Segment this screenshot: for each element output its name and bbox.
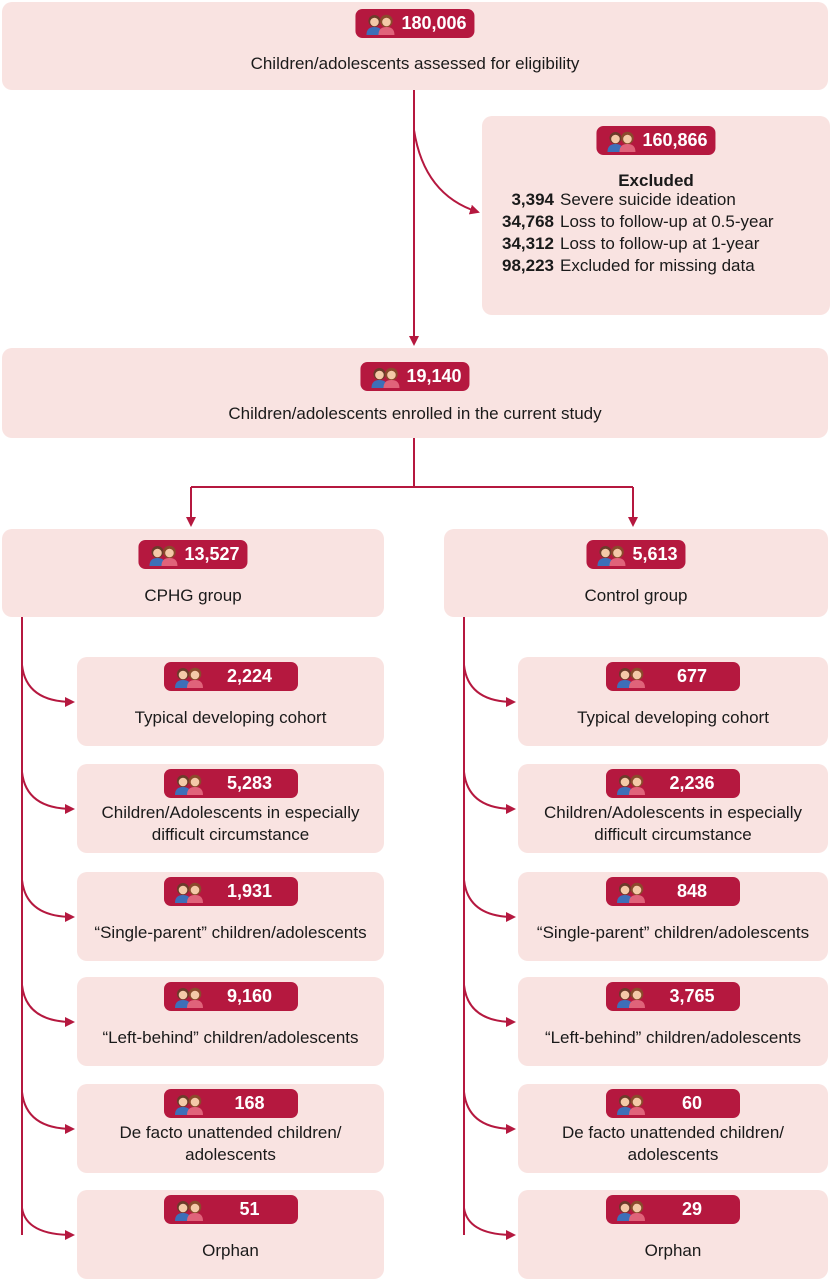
enrolled-count: 19,140 bbox=[406, 366, 462, 386]
subgroup-badge bbox=[606, 769, 740, 798]
cphg-branch-arrow bbox=[22, 772, 73, 809]
children-icon bbox=[172, 1093, 206, 1115]
control-branch-arrow bbox=[464, 772, 514, 809]
subgroup-label-line2: difficult circumstance bbox=[594, 825, 752, 844]
subgroup-badge bbox=[606, 1089, 740, 1118]
enrolled-label: Children/adolescents enrolled in the current study bbox=[228, 404, 602, 423]
children-icon bbox=[614, 773, 648, 795]
children-icon bbox=[363, 13, 397, 35]
control-badge bbox=[586, 540, 685, 569]
children-icon bbox=[172, 1199, 206, 1221]
split-line bbox=[191, 438, 633, 487]
children-icon bbox=[172, 773, 206, 795]
subgroup-badge bbox=[164, 877, 298, 906]
subgroup-label: Children/Adolescents in especially bbox=[101, 803, 360, 822]
subgroup-badge bbox=[606, 877, 740, 906]
cphg-subgroup-box bbox=[77, 1190, 384, 1279]
subgroup-label: Children/Adolescents in especially bbox=[544, 803, 802, 822]
children-icon bbox=[614, 1199, 648, 1221]
children-icon bbox=[614, 881, 648, 903]
control-branch-arrow bbox=[464, 880, 514, 917]
assessed-label: Children/adolescents assessed for eligibility bbox=[250, 54, 580, 73]
excluded-title: Excluded bbox=[618, 171, 694, 190]
children-icon bbox=[614, 986, 648, 1008]
cphg-branch-arrow bbox=[22, 880, 73, 917]
cphg-group-box bbox=[2, 529, 384, 617]
subgroup-count: 168 bbox=[234, 1093, 265, 1113]
excluded-badge bbox=[596, 126, 715, 155]
cphg-branch-arrow bbox=[22, 985, 73, 1022]
cphg-subgroup-box bbox=[77, 764, 384, 853]
assessed-badge bbox=[355, 9, 474, 38]
excluded-row: 34,312 Loss to follow-up at 1-year bbox=[502, 234, 760, 253]
children-icon bbox=[604, 130, 638, 152]
cphg-subgroup-box bbox=[77, 657, 384, 746]
cphg-label: CPHG group bbox=[144, 586, 242, 605]
subgroup-badge bbox=[606, 982, 740, 1011]
subgroup-label: “Left-behind” children/adolescents bbox=[544, 1028, 802, 1047]
subgroup-count: 1,931 bbox=[226, 881, 273, 901]
subgroup-badge bbox=[606, 1195, 740, 1224]
subgroup-badge bbox=[606, 662, 740, 691]
subgroup-label-line2: adolescents bbox=[185, 1145, 276, 1164]
cphg-count: 13,527 bbox=[184, 544, 240, 564]
subgroup-label: De facto unattended children/ bbox=[119, 1123, 342, 1142]
control-subgroup-box bbox=[518, 977, 828, 1066]
excluded-count: 160,866 bbox=[642, 130, 708, 150]
subgroup-count: 2,236 bbox=[669, 773, 715, 793]
subgroup-count: 5,283 bbox=[226, 773, 273, 793]
control-branch-arrow bbox=[464, 985, 514, 1022]
subgroup-count: 3,765 bbox=[669, 986, 715, 1006]
control-subgroup-box bbox=[518, 1084, 828, 1173]
excluded-box bbox=[482, 116, 830, 315]
cphg-badge bbox=[138, 540, 247, 569]
subgroup-badge bbox=[164, 982, 298, 1011]
subgroup-label: “Left-behind” children/adolescents bbox=[102, 1028, 359, 1047]
excluded-row: 34,768 Loss to follow-up at 0.5-year bbox=[502, 212, 774, 231]
control-branch-arrow bbox=[464, 665, 514, 702]
children-icon bbox=[172, 986, 206, 1008]
subgroup-count: 51 bbox=[239, 1199, 260, 1219]
subgroup-label-line2: adolescents bbox=[627, 1145, 719, 1164]
control-subgroup-box bbox=[518, 1190, 828, 1279]
subgroup-label: Orphan bbox=[202, 1241, 259, 1260]
control-label: Control group bbox=[584, 586, 688, 605]
excluded-row: 3,394 Severe suicide ideation bbox=[511, 190, 736, 209]
subgroup-label-line2: difficult circumstance bbox=[151, 825, 310, 844]
subgroup-count: 848 bbox=[676, 881, 708, 901]
control-group-box bbox=[444, 529, 828, 617]
cphg-subgroup-box bbox=[77, 872, 384, 961]
subgroup-count: 9,160 bbox=[226, 986, 273, 1006]
subgroup-label: Typical developing cohort bbox=[577, 708, 769, 727]
subgroup-label: Orphan bbox=[644, 1241, 702, 1260]
subgroup-label: De facto unattended children/ bbox=[561, 1123, 785, 1142]
assessed-box bbox=[2, 2, 828, 90]
control-branch-arrow bbox=[464, 1092, 514, 1129]
cphg-branch-arrow bbox=[22, 665, 73, 702]
excluded-row: 98,223 Excluded for missing data bbox=[502, 256, 755, 275]
subgroup-count: 677 bbox=[676, 666, 708, 686]
cphg-subgroup-box bbox=[77, 977, 384, 1066]
children-icon bbox=[614, 666, 648, 688]
subgroup-badge bbox=[164, 662, 298, 691]
subgroup-badge bbox=[164, 1089, 298, 1118]
children-icon bbox=[146, 544, 180, 566]
enrolled-badge bbox=[360, 362, 469, 391]
cphg-subgroup-box bbox=[77, 1084, 384, 1173]
control-subgroup-box bbox=[518, 764, 828, 853]
subgroup-badge bbox=[164, 1195, 298, 1224]
subgroup-label: Typical developing cohort bbox=[134, 708, 327, 727]
assessed-count: 180,006 bbox=[401, 13, 467, 33]
children-icon bbox=[368, 366, 402, 388]
control-subgroup-box bbox=[518, 657, 828, 746]
enrolled-box bbox=[2, 348, 828, 438]
arrow-to-excluded bbox=[414, 130, 478, 212]
control-count: 5,613 bbox=[632, 544, 678, 564]
subgroup-count: 2,224 bbox=[226, 666, 273, 686]
children-icon bbox=[594, 544, 628, 566]
cphg-branch-arrow bbox=[22, 1092, 73, 1129]
control-subgroup-box bbox=[518, 872, 828, 961]
children-icon bbox=[172, 666, 206, 688]
subgroup-badge bbox=[164, 769, 298, 798]
subgroup-label: “Single-parent” children/adolescents bbox=[94, 923, 367, 942]
children-icon bbox=[614, 1093, 648, 1115]
subgroup-count: 60 bbox=[681, 1093, 703, 1113]
subgroup-count: 29 bbox=[681, 1199, 703, 1219]
children-icon bbox=[172, 881, 206, 903]
subgroup-label: “Single-parent” children/adolescents bbox=[536, 923, 810, 942]
cphg-branch-arrow bbox=[22, 1208, 73, 1235]
control-branch-arrow bbox=[464, 1208, 514, 1235]
